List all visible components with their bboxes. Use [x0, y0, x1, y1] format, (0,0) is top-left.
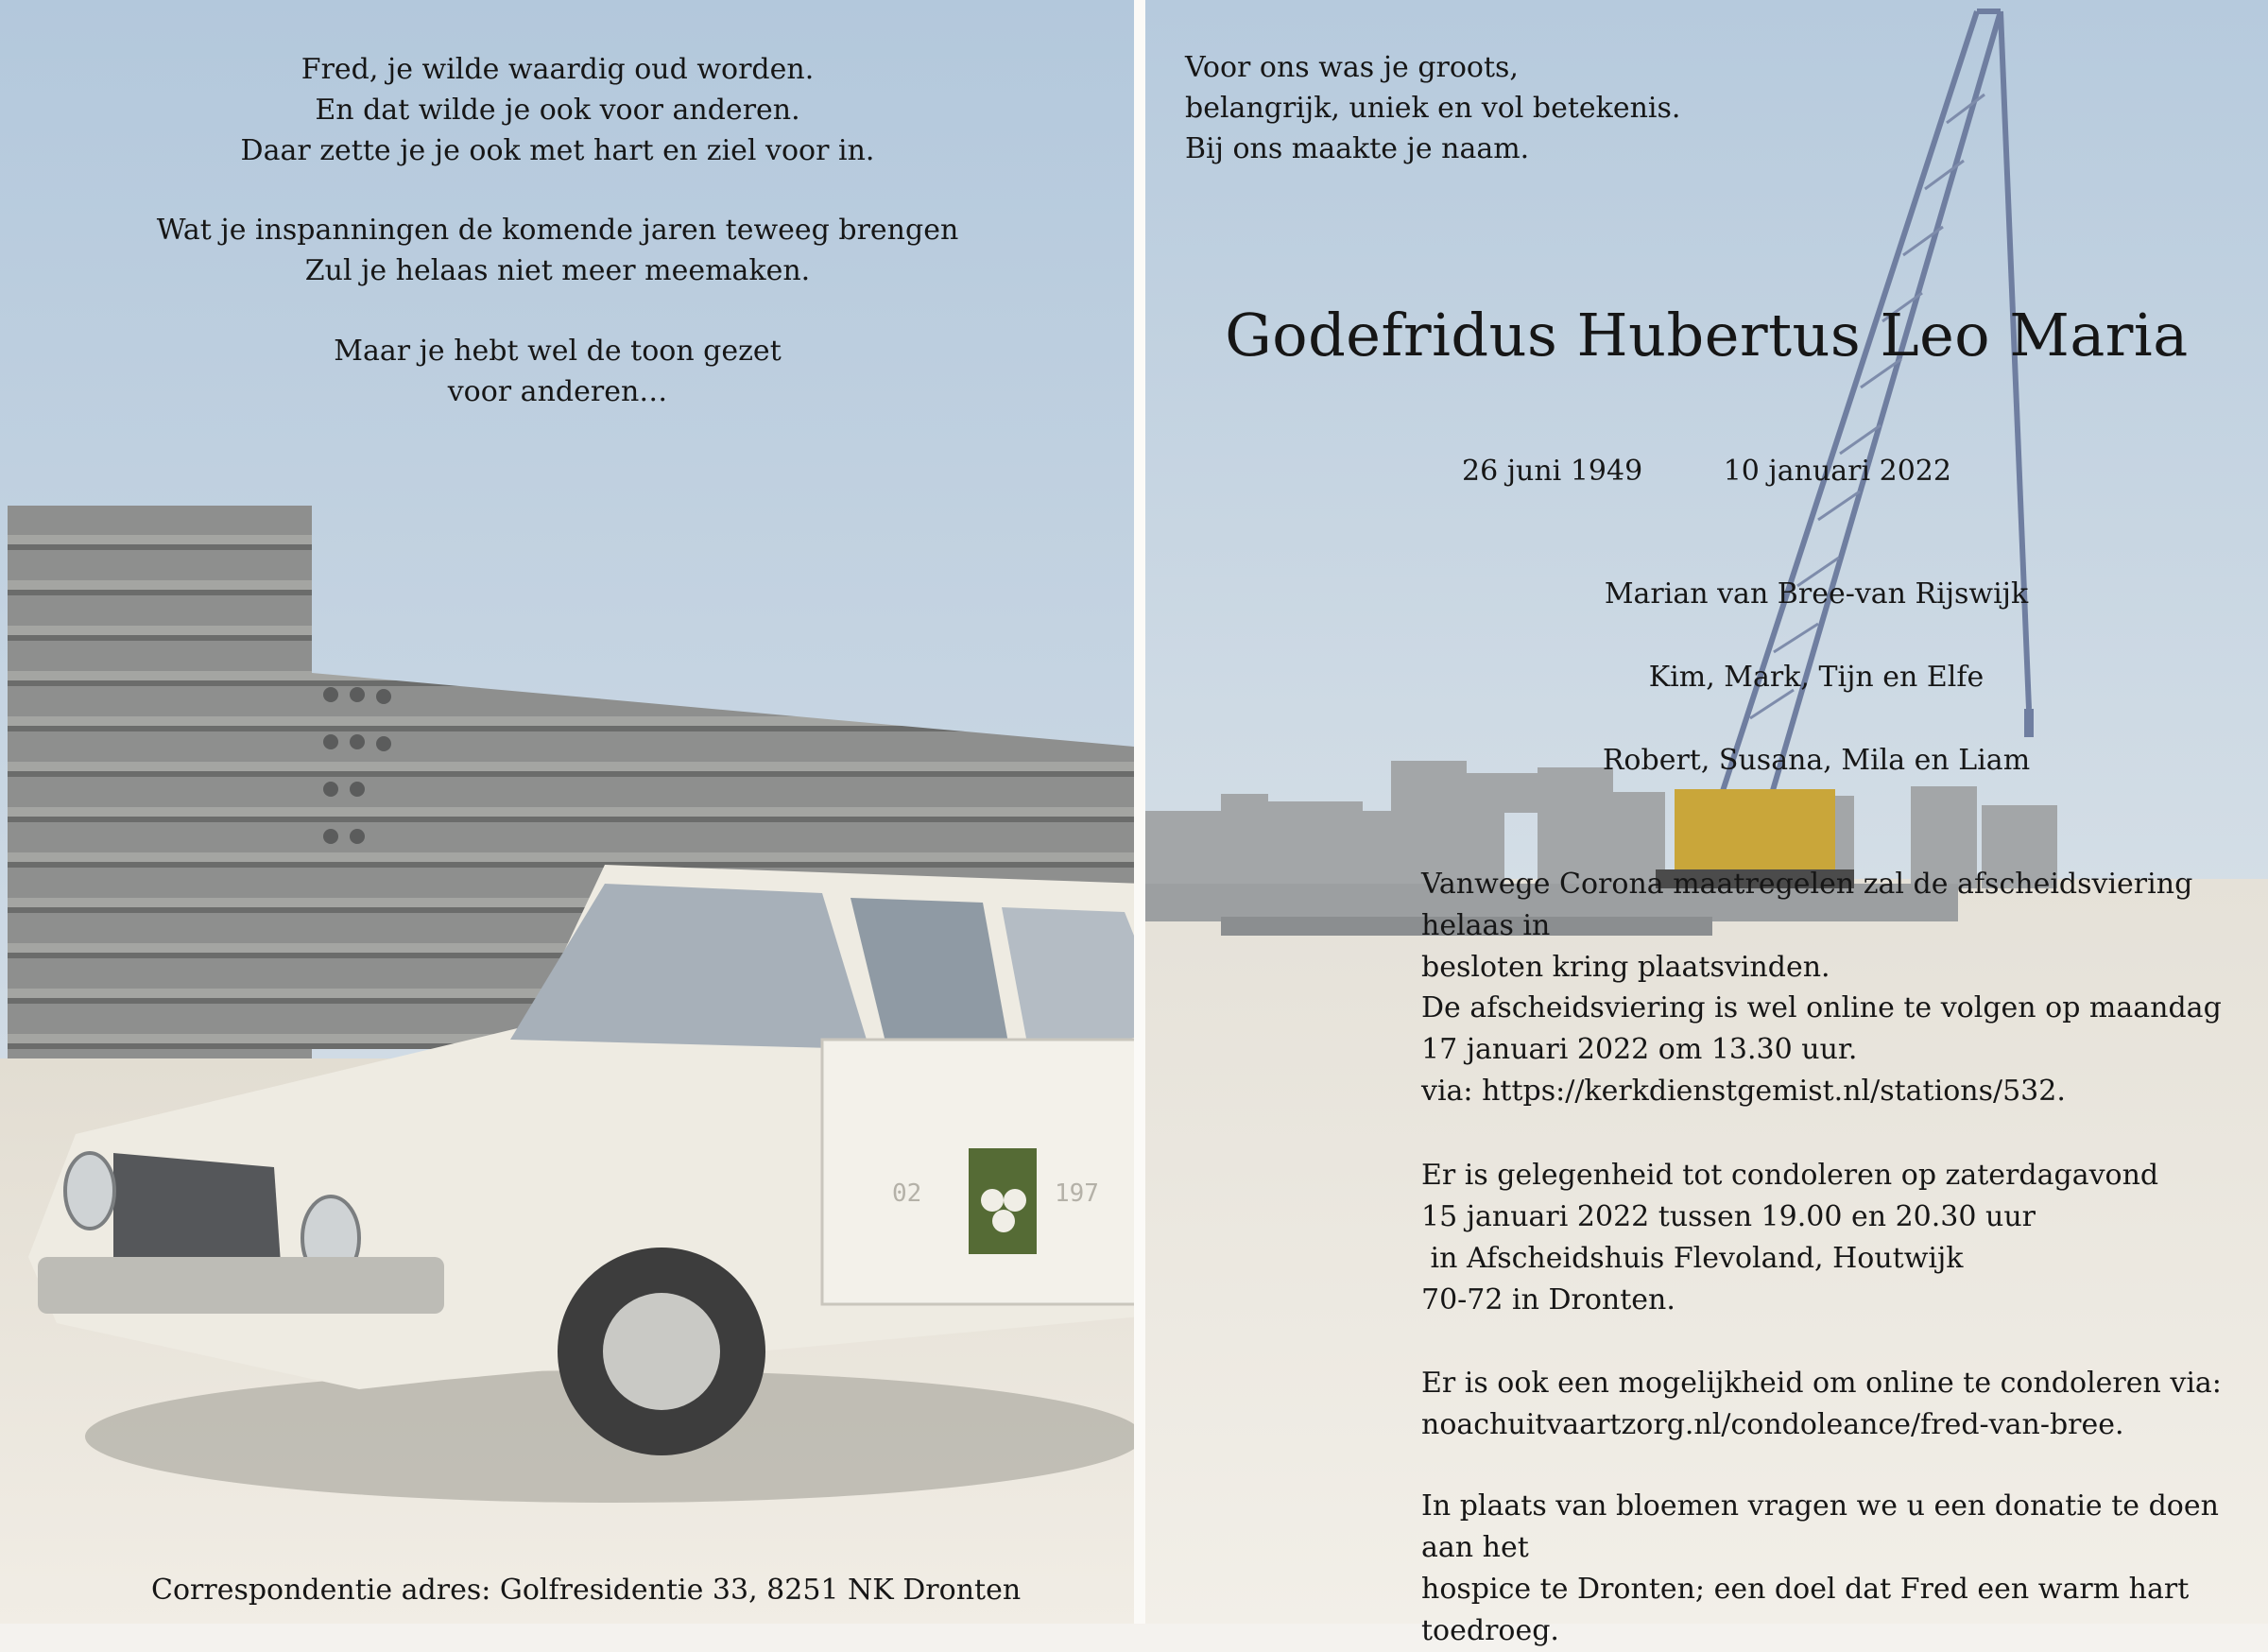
poem-stanza-3 — [76, 331, 1040, 412]
info-line: in Afscheidshuis Flevoland, Houtwijk — [1421, 1242, 1964, 1275]
poem-line: Daar zette je je ook met hart en ziel voor in. — [240, 134, 875, 167]
intro-verse — [1185, 47, 1680, 169]
info-online-condolence — [1421, 1363, 2262, 1446]
info-corona — [1421, 864, 2262, 989]
right-panel — [1145, 0, 2268, 1647]
family-children-1: Kim, Mark, Tijn en Elfe — [1648, 661, 1984, 694]
info-line: 17 januari 2022 om 13.30 uur. — [1421, 1033, 1858, 1066]
info-line: Er is ook een mogelijkheid om online te condoleren via: — [1421, 1367, 2222, 1400]
left-panel — [0, 0, 1134, 1624]
correspondence-address: Correspondentie adres: Golfresidentie 33, 8251 NK Dronten — [151, 1574, 1022, 1607]
poem-stanza-1 — [76, 49, 1040, 171]
poem-stanza-2 — [76, 210, 1040, 291]
fold-spine — [1134, 0, 1145, 1624]
car-plate-left: 02 — [892, 1179, 922, 1208]
family-spouse: Marian van Bree-van Rijswijk — [1604, 577, 2029, 611]
info-line: besloten kring plaatsvinden. — [1421, 951, 1830, 984]
concrete-stack-left — [8, 506, 312, 1058]
poem-line: voor anderen… — [447, 375, 668, 408]
death-date: 10 januari 2022 — [1723, 455, 1951, 488]
info-line: De afscheidsviering is wel online te volgen op maandag — [1421, 991, 2222, 1024]
info-line: noachuitvaartzorg.nl/condoleance/fred-van-bree. — [1421, 1408, 2124, 1441]
intro-line: Bij ons maakte je naam. — [1185, 132, 1530, 165]
poem-line: En dat wilde je ook voor anderen. — [315, 94, 800, 127]
poem-line: Maar je hebt wel de toon gezet — [334, 335, 782, 368]
poem-line: Fred, je wilde waardig oud worden. — [301, 53, 815, 86]
info-livestream — [1421, 988, 2262, 1112]
poem-line: Zul je helaas niet meer meemaken. — [304, 254, 811, 287]
car-plate-right: 197 — [1055, 1179, 1099, 1208]
poem-line: Wat je inspanningen de komende jaren teweeg brengen — [156, 214, 959, 247]
company-logo-icon — [969, 1148, 1037, 1254]
info-line: In plaats van bloemen vragen we u een donatie te doen aan het — [1421, 1489, 2219, 1564]
info-line: 70-72 in Dronten. — [1421, 1283, 1675, 1316]
info-line: Er is gelegenheid tot condoleren op zaterdagavond — [1421, 1159, 2159, 1192]
info-line: via: https://kerkdienstgemist.nl/stations/532. — [1421, 1075, 2066, 1108]
family-children-2: Robert, Susana, Mila en Liam — [1602, 744, 2031, 777]
info-donation — [1421, 1486, 2262, 1652]
info-line: Vanwege Corona maatregelen zal de afscheidsviering helaas in — [1421, 868, 2193, 942]
birth-date: 26 juni 1949 — [1462, 455, 1643, 488]
life-dates — [1145, 451, 2268, 491]
info-line: hospice te Dronten; een doel dat Fred een warm hart toedroeg. — [1421, 1573, 2190, 1647]
info-condolence-visit — [1421, 1155, 2262, 1321]
intro-line: Voor ons was je groots, — [1185, 51, 1519, 84]
full-name: Godefridus Hubertus Leo Maria — [1225, 301, 2189, 370]
info-line: 15 januari 2022 tussen 19.00 en 20.30 uur — [1421, 1200, 2036, 1233]
intro-line: belangrijk, uniek en vol betekenis. — [1185, 92, 1681, 125]
